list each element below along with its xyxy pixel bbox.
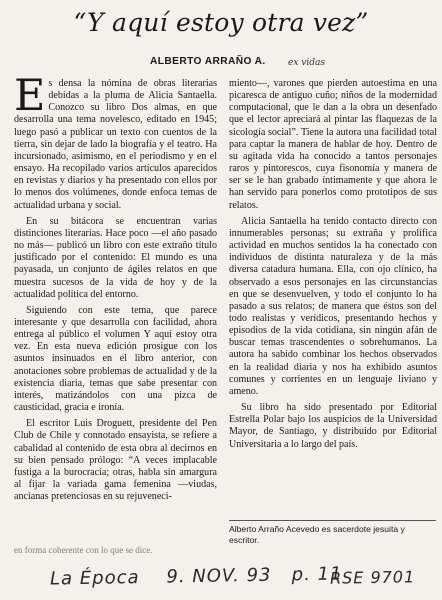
handwritten-byline-note: ex vidas: [288, 58, 325, 68]
author-byline: ALBERTO ARRAÑO A.: [150, 56, 266, 67]
bio-divider: [229, 520, 436, 521]
left-column: [14, 71, 217, 503]
paragraph-3: Siguiendo con este tema, que parece interesante y que desarrolla con facilidad, ahora entrega al público el volumen Y aquí estoy otra vez. En esta nueva edición prosigue con los asuntos insinuados en el libro anterior, con anotaciones sobre problemas de actualidad y de la existencia diaria, temas que sabe presentar con interés, matizándolos con una pizca de causticidad, gracia e ironía.: [14, 304, 217, 414]
article-title: “Y aquí estoy otra vez”: [73, 8, 369, 37]
drop-cap: E: [14, 71, 46, 121]
archive-code: RSE 9701: [329, 567, 416, 588]
paragraph-7: Su libro ha sido presentado por Editorial Estrella Polar bajo los auspicios de la Universidad Mayor, de Santiago, y distribuido por Editorial Universitaria a lo largo del país.: [229, 402, 437, 450]
bleed-through-text: en forma coherente con lo que se dice.: [14, 545, 153, 555]
source-date: 9. NOV. 93: [166, 564, 272, 588]
handwritten-source-note: [50, 563, 343, 589]
paragraph-4: El escritor Luis Droguett, presidente del Pen Club de Chile y connotado ensayista, se refiere a cabalidad al contenido de esta obra al decirnos en su bien pensado prólogo: “A veces implacable fustiga a la burocracia; otras, habla sin amargura al fijar la variada gama femenina —viudas, ancianas pretenciosas en su rejuveneci-: [14, 418, 217, 503]
source-page: p. 11: [291, 563, 343, 586]
paragraph-1: [14, 71, 217, 212]
paragraph-5: miento—, varones que pierden autoestima en una picaresca de antiguo cuño; niños de la modernidad computacional, que le dan a la obra un desenfado que el lector apreciará al pintar las flaquezas de la sicología social”. Tiene la autora una facilidad total para captar la manera de hablar de hoy. Dentro de su agitada vida ha conocido a tantos personajes raros y pintorescos, cuya fisonomía y manera de ser se le han grabado íntimamente y que ahora le han servido para ponerlos como prototipos de sus relatos.: [229, 78, 437, 211]
paragraph-6: Alicia Santaella ha tenido contacto directo con innumerables personas; su extraña y prolífica actividad en muchos sentidos la ha conectado con individuos de distinta naturaleza y de la más diversa catadura humana. Ella, con ojo clínico, ha observado a esos personajes en las circunstancias en que se desenvuelven, y todo el conjunto lo ha pasado a sus relatos; de manera que éstos son del todo realistas y verídicos, presentando hechos y episodios de la vida cotidiana, sin ningún afán de buscar temas trascendentes o sobrehumanos. La autora ha sabido combinar los hechos observados en la realidad diaria y nos ha exhibido asuntos comunes y corrientes en un lenguaje liviano y ameno.: [229, 215, 437, 397]
source-name: La Época: [49, 566, 140, 590]
paragraph-2: En su bitácora se encuentran varias distinciones literarias. Hace poco —el año pasado no más— publicó un libro con este extraño título justificado por el contenido: El mundo es una payasada, un conjunto de ágiles relatos en que muestra sucesos de la vida de hoy y de la actualidad política del entorno.: [14, 215, 217, 300]
right-column: [229, 78, 437, 451]
paragraph-1-text: s densa la nómina de obras literarias debidas a la pluma de Alicia Santaella. Conozco su libro Dos almas, en que desarrolla una tema novelesco, editado en 1945; luego pasó a publicar un texto con cuentos de la tierra, sin dejar de lado la biografía y el teatro. Ha incursionado, asimismo, en el periodismo y en el ensayo. Ha recopilado varios artículos aparecidos en revistas y diarios y ha presentado con ellos por lo menos dos volúmenes, donde enfoca temas de actualidad urbana y social.: [14, 78, 217, 211]
author-bio: Alberto Arraño Acevedo es sacerdote jesuita y escritor.: [229, 524, 405, 545]
